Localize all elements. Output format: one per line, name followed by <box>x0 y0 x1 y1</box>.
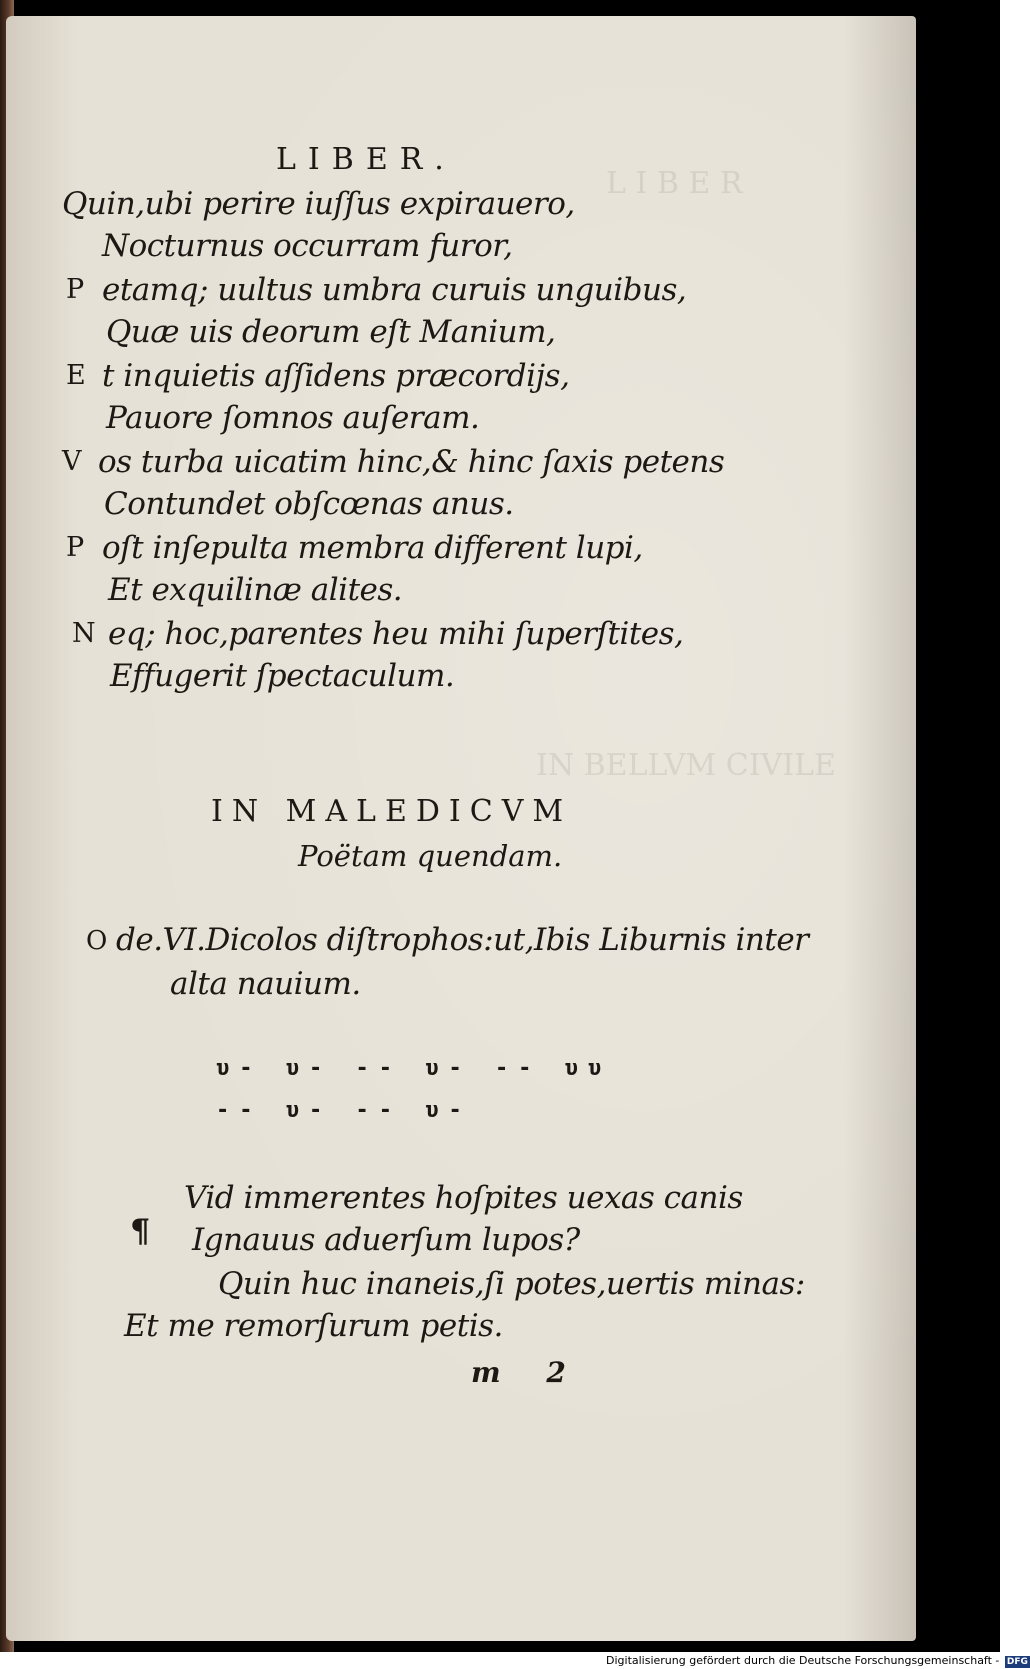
book-page <box>6 16 916 1641</box>
poem-line: Contundet obſcœnas anus. <box>104 486 514 522</box>
running-head: LIBER. <box>276 142 456 177</box>
poem-line: Effugerit ſpectaculum. <box>110 658 455 694</box>
poem-line: Quin,ubi perire iuſſus expirauero, <box>62 186 575 222</box>
poem-line: oſt inſepulta membra different lupi, <box>102 530 643 566</box>
section-subtitle: Poëtam quendam. <box>298 839 563 873</box>
initial-letter: V <box>62 446 82 477</box>
dfg-logo: DFG <box>1006 1657 1028 1667</box>
poem-line: Ignauus aduerſum lupos? <box>192 1222 580 1258</box>
meter-note-line: de.VI.Dicolos diſtrophos:ut,Ibis Liburnis inter <box>116 922 809 958</box>
show-through: L I B E R <box>606 166 743 201</box>
poem-line: Pauore ſomnos auſeram. <box>106 400 480 436</box>
poem-line: Nocturnus occurram furor, <box>102 228 513 264</box>
meter-note-line: alta nauium. <box>170 966 361 1002</box>
poem-line: Vid immerentes hoſpites uexas canis <box>184 1180 743 1216</box>
poem-line: Quæ uis deorum eſt Manium, <box>106 314 556 350</box>
digitization-footer <box>606 1652 1028 1669</box>
poem-line: etamq; uultus umbra curuis unguibus, <box>102 272 687 308</box>
initial-letter: P <box>66 532 85 563</box>
ode-mark: O <box>86 926 108 956</box>
poem-line: os turba uicatim hinc,& hinc ſaxis petens <box>98 444 725 480</box>
initial-letter: P <box>66 274 85 305</box>
initial-letter: N <box>72 618 96 649</box>
metrical-scheme: -- υ- -- υ- <box>216 1098 472 1123</box>
poem-line: Et exquilinæ alites. <box>108 572 403 608</box>
poem-line: Quin huc inaneis,ſi potes,uertis minas: <box>218 1266 805 1302</box>
signature-mark: m 2 <box>471 1356 584 1389</box>
initial-letter: E <box>66 360 86 391</box>
pilcrow-mark: ¶ <box>130 1212 151 1250</box>
metrical-scheme: υ- υ- -- υ- -- υυ <box>216 1056 612 1081</box>
poem-line: t inquietis aſſidens præcordijs, <box>102 358 570 394</box>
poem-line: Et me remorſurum petis. <box>124 1308 503 1344</box>
section-title: IN MALEDICVM <box>211 794 573 829</box>
footer-text: Digitalisierung gefördert durch die Deutsche Forschungsgemeinschaft - <box>606 1654 1000 1667</box>
show-through: IN BELLVM CIVILE <box>536 748 836 783</box>
poem-line: eq; hoc,parentes heu mihi ſuperſtites, <box>108 616 684 652</box>
